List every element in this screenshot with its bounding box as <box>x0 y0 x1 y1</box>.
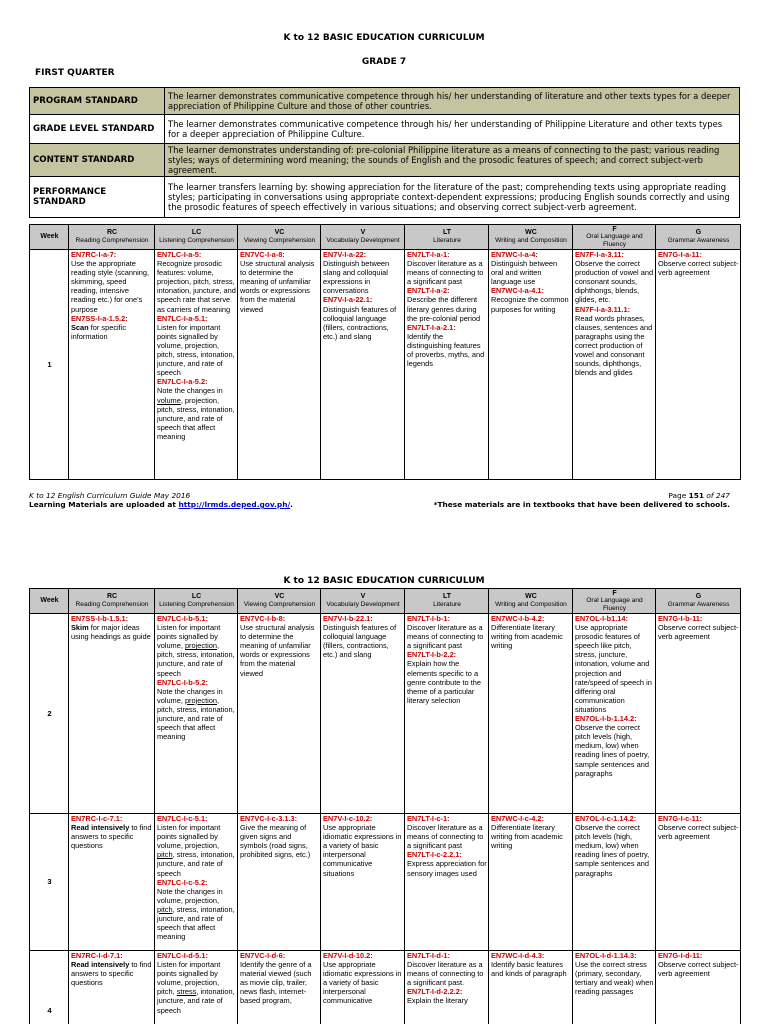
competency-entry <box>407 286 487 322</box>
lrmds-link[interactable]: http://lrmds.deped.gov.ph/ <box>178 500 291 509</box>
table-header-row <box>30 225 741 250</box>
competency-code: EN7LT-I-a-2: <box>407 286 450 296</box>
competency-code: EN7LC-I-b-5.2: <box>157 677 208 687</box>
competency-text: Observe the correct pitch levels (high, medium, low) when reading lines of poetry, sample sentences and paragraphs <box>575 723 650 778</box>
document-title: K to 12 BASIC EDUCATION CURRICULUM <box>283 33 485 43</box>
competency-text: Note the changes in volume, projection, <box>157 886 223 905</box>
v-cell <box>321 614 405 814</box>
table-row <box>30 250 741 480</box>
competency-entry <box>240 814 319 859</box>
emphasized-term: projection <box>184 695 217 705</box>
competency-text: Identify the genre of a material viewed (such as movie clip, trailer, news flash, internet-based program, <box>240 960 312 1006</box>
competency-code: EN7OL-I-d-1.14.3: <box>575 951 637 960</box>
competency-entry <box>575 951 654 996</box>
f-cell <box>573 250 656 480</box>
document-title: K to 12 BASIC EDUCATION CURRICULUM <box>283 576 485 586</box>
week-number: 4 <box>30 951 69 1024</box>
competency-text: Observe correct subject-verb agreement <box>658 960 739 979</box>
standard-text: The learner demonstrates understanding of: pre-colonial Philippine literature as a means of connecting to the past; various reading styles; ways of determining word meaning; the sounds of English and the prosodic features of speech; and correct subject-verb agreement. <box>165 144 740 177</box>
competency-text: Observe the correct pitch levels (high, medium, low) when reading lines of poetry, sample sentences and paragraphs <box>575 823 650 878</box>
competency-text: Distinguish features of colloquial language (fillers, contractions, etc.) and slang <box>323 623 397 660</box>
table-row <box>30 951 741 1024</box>
competency-entry <box>575 814 654 878</box>
competency-code: EN7LC-I-a-5.1: <box>157 313 208 323</box>
competency-entry <box>71 314 153 341</box>
competency-code: EN7G-I-a-11: <box>658 250 702 259</box>
lc-cell <box>155 951 238 1024</box>
competency-code: EN7SS-I-a-1.5.2: <box>71 313 128 323</box>
competency-code: EN7V-I-b-22.1: <box>323 614 373 623</box>
competency-text: , pitch, stress, intonation, juncture, and rate of speech that affect meaning <box>157 695 235 742</box>
competency-code: EN7G-I-c-11: <box>658 814 702 823</box>
competency-text: Identify the distinguishing features of proverbs, myths, and legends <box>407 331 485 369</box>
wc-cell <box>489 814 573 951</box>
v-cell <box>321 814 405 951</box>
competency-text: Identify basic features and kinds of paragraph <box>491 960 567 979</box>
emphasized-term: Scan <box>71 322 89 332</box>
competency-text: Use appropriate idiomatic expressions in a variety of basic interpersonal communicative <box>323 960 402 1006</box>
rc-cell <box>69 614 155 814</box>
competency-text: Use appropriate prosodic features of speech like pitch, stress, juncture, intonation, volume and projection and rate/speed of speech in differing oral communication situations <box>575 623 652 714</box>
competency-text: Recognize prosodic features: volume, projection, pitch, stress, intonation, juncture, and speech rate that serve as carriers of meaning <box>157 259 236 314</box>
wc-header: WC Writing and Composition <box>489 589 573 614</box>
rc-header: RC Reading Comprehension <box>69 225 155 250</box>
competency-entry <box>575 305 654 378</box>
competency-code: EN7VC-I-d-6: <box>240 951 286 960</box>
competency-entry <box>323 295 403 340</box>
materials-footer: Learning Materials are uploaded at http://lrmds.deped.gov.ph/. <box>29 500 293 509</box>
g-header: G Grammar Awareness <box>656 589 741 614</box>
competency-text: Note the changes in volume, <box>157 686 223 705</box>
standard-label: PROGRAM STANDARD <box>30 88 165 115</box>
competency-code: EN7OL-I-c-1.14.2: <box>575 814 637 823</box>
competency-text: , stress, intonation, juncture, and rate of speech that affect meaning <box>157 904 235 942</box>
competency-text: , pitch, stress, intonation, juncture, and rate of speech <box>157 641 235 678</box>
competency-code: EN7RC-I-a-7: <box>71 250 117 259</box>
lc-cell <box>155 814 238 951</box>
competency-entry <box>407 814 487 850</box>
guide-footer: K to 12 English Curriculum Guide May 2016 <box>29 491 191 500</box>
competency-entry <box>240 250 319 314</box>
competency-entry <box>323 614 403 659</box>
competency-text: Use the correct stress (primary, secondary, tertiary and weak) when reading passages <box>575 960 654 997</box>
competency-entry <box>157 951 236 1015</box>
competency-text: Read words phrases, clauses, sentences and paragraphs using the correct production of vowel and consonant sounds, diphthongs, blends and glides <box>575 313 653 378</box>
competency-entry <box>323 250 403 295</box>
f-cell <box>573 814 656 951</box>
competency-entry <box>491 250 571 286</box>
emphasized-term: Skim <box>71 623 89 633</box>
lt-header: LT Literature <box>405 589 489 614</box>
rc-cell <box>69 250 155 480</box>
rc-cell <box>69 814 155 951</box>
table-header-row <box>30 589 741 614</box>
competency-code: EN7WC-I-a-4: <box>491 250 538 259</box>
page-gap <box>0 540 768 568</box>
competency-code: EN7SS-I-b-1.5.1: <box>71 614 129 623</box>
emphasized-term: pitch <box>157 904 173 914</box>
competency-code: EN7WC-I-d-4.3: <box>491 951 545 960</box>
emphasized-term: pitch <box>157 850 173 860</box>
competency-entry <box>491 286 571 313</box>
rc-cell <box>69 951 155 1024</box>
competency-entry <box>157 377 236 441</box>
competency-code: EN7V-I-d-10.2: <box>323 951 373 960</box>
competency-code: EN7OL-I-b1.14: <box>575 614 628 623</box>
g-header: G Grammar Awareness <box>656 225 741 250</box>
competency-code: EN7LT-I-d-2.2.2: <box>407 987 463 997</box>
week-number: 2 <box>30 614 69 814</box>
competency-code: EN7VC-I-c-3.1.3: <box>240 814 298 823</box>
wc-cell <box>489 250 573 480</box>
competency-code: EN7LC-I-c-5.2: <box>157 877 208 887</box>
standard-row-content <box>30 144 740 177</box>
competency-text: Use the appropriate reading style (scanning, skimming, speed reading, intensive reading etc.) for one's purpose <box>71 259 150 314</box>
quarter-heading: FIRST QUARTER <box>35 68 115 78</box>
lt-cell <box>405 814 489 951</box>
competency-text: Describe the different literary genres during the pre-colonial period <box>407 295 481 323</box>
standard-label: GRADE LEVEL STANDARD <box>30 115 165 144</box>
standards-table <box>29 87 740 218</box>
standard-text: The learner transfers learning by: showing appreciation for the literature of the past; comprehending texts using appropriate reading styles; participating in conversations using appropriate context-dependent expressions; producing English sounds correctly and using the prosodic features of speech effectively in various situations; and observing correct subject-verb agreement. <box>165 177 740 218</box>
competency-code: EN7LC-I-c-5.1: <box>157 814 208 823</box>
competency-entry <box>407 987 487 1005</box>
g-cell <box>656 951 741 1024</box>
competency-code: EN7WC-I-a-4.1: <box>491 286 544 296</box>
v-cell <box>321 951 405 1024</box>
competency-code: EN7LC-I-b-5.1: <box>157 614 208 623</box>
competency-text: Listen for important points signalled by volume, <box>157 623 221 651</box>
competency-entry <box>658 614 739 641</box>
competency-text: , projection, pitch, stress, intonation, juncture, and rate of speech that affect meaning <box>157 395 235 441</box>
competency-entry <box>491 814 571 850</box>
standard-text: The learner demonstrates communicative competence through his/ her understanding of literature and other texts types for a deeper appreciation of Philippine Culture and those of other countries. <box>165 88 740 115</box>
competency-text: for major ideas using headings as guide <box>71 623 151 642</box>
competency-entry <box>71 250 153 314</box>
f-cell <box>573 614 656 814</box>
week-number: 1 <box>30 250 69 480</box>
competency-code: EN7LT-I-c-2.2.1: <box>407 850 462 860</box>
competency-text: Observe correct subject-verb agreement <box>658 259 739 278</box>
competency-code: EN7V-I-a-22.1: <box>323 295 373 305</box>
lt-header: LT Literature <box>405 225 489 250</box>
competency-text: Discover literature as a means of connecting to a significant past <box>407 623 484 651</box>
competency-text: Observe correct subject-verb agreement <box>658 823 739 842</box>
competency-entry <box>407 323 487 368</box>
vc-header: VC Viewing Comprehension <box>238 225 321 250</box>
vc-cell <box>238 814 321 951</box>
competency-entry <box>240 951 319 1006</box>
competency-code: EN7V-I-a-22: <box>323 250 367 259</box>
competency-text: Discover literature as a means of connecting to a significant past <box>407 259 484 287</box>
vc-header: VC Viewing Comprehension <box>238 589 321 614</box>
emphasized-term: stress <box>176 987 197 997</box>
competency-entry <box>157 678 236 742</box>
competency-text: Recognize the common purposes for writing <box>491 295 569 314</box>
competency-text: Listen for important points signalled by volume, projection, <box>157 823 221 851</box>
competency-text: Note the changes in <box>157 386 223 396</box>
competency-table-page-2 <box>29 588 741 1024</box>
competency-code: EN7LC-I-a-5.2: <box>157 377 208 387</box>
vc-cell <box>238 250 321 480</box>
competency-entry <box>407 951 487 987</box>
competency-entry <box>157 250 236 314</box>
competency-text: Explain how the elements specific to a genre contribute to the theme of a particular literary selection <box>407 659 481 705</box>
emphasized-term: Read intensively <box>71 960 130 970</box>
f-header: F Oral Language and Fluency <box>573 225 656 250</box>
competency-entry <box>240 614 319 678</box>
competency-code: EN7LT-I-c-1: <box>407 814 450 823</box>
standard-row-performance <box>30 177 740 218</box>
competency-code: EN7VC-I-a-8: <box>240 250 285 259</box>
competency-text: , intonation, juncture, and rate of speech <box>157 987 235 1015</box>
competency-text: Differentiate literary writing from academic writing <box>491 623 563 651</box>
competency-entry <box>157 614 236 678</box>
vc-cell <box>238 614 321 814</box>
rc-header: RC Reading Comprehension <box>69 589 155 614</box>
competency-code: EN7WC-I-b-4.2: <box>491 614 545 623</box>
competency-entry <box>323 951 403 1006</box>
competency-code: EN7LT-I-a-1: <box>407 250 450 259</box>
lt-cell <box>405 951 489 1024</box>
v-cell <box>321 250 405 480</box>
emphasized-term: Read intensively <box>71 823 130 833</box>
competency-text: Listen for important points signalled by volume, projection, pitch, <box>157 960 221 997</box>
competency-code: EN7G-I-d-11: <box>658 951 703 960</box>
competency-code: EN7LT-I-b-2.2: <box>407 650 457 660</box>
competency-code: EN7LT-I-d-1: <box>407 951 450 960</box>
lc-header: LC Listening Comprehension <box>155 589 238 614</box>
competency-code: EN7LC-I-a-5: <box>157 250 202 259</box>
standard-row-program <box>30 88 740 115</box>
competency-text: Explain the literary <box>407 996 468 1006</box>
g-cell <box>656 814 741 951</box>
competency-entry <box>323 814 403 878</box>
competency-code: EN7LT-I-a-2.1: <box>407 322 456 332</box>
competency-text: Distinguish features of colloquial language (fillers, contractions, etc.) and slang <box>323 304 397 341</box>
lc-cell <box>155 250 238 480</box>
competency-entry <box>157 878 236 942</box>
wc-cell <box>489 614 573 814</box>
competency-text: Discover literature as a means of connecting to a significant past. <box>407 960 484 988</box>
emphasized-term: volume <box>157 395 181 405</box>
competency-entry <box>71 951 153 987</box>
week-header: Week <box>30 225 69 250</box>
week-header: Week <box>30 589 69 614</box>
competency-entry <box>491 951 571 978</box>
standard-row-grade-level <box>30 115 740 144</box>
textbook-note: *These materials are in textbooks that have been delivered to schools. <box>433 500 730 509</box>
competency-entry <box>407 650 487 705</box>
competency-code: EN7F-I-a-3.11: <box>575 250 624 259</box>
g-cell <box>656 614 741 814</box>
vc-cell <box>238 951 321 1024</box>
competency-text: Express appreciation for sensory images used <box>407 859 487 878</box>
competency-entry <box>658 814 739 841</box>
competency-text: Use structural analysis to determine the meaning of unfamiliar words or expressions from the material viewed <box>240 623 315 678</box>
lc-cell <box>155 614 238 814</box>
week-number: 3 <box>30 814 69 951</box>
competency-entry <box>575 250 654 305</box>
competency-code: EN7RC-I-d-7.1: <box>71 951 123 960</box>
wc-header: WC Writing and Composition <box>489 225 573 250</box>
competency-text: Use structural analysis to determine the meaning of unfamiliar words or expressions from the material viewed <box>240 259 315 314</box>
competency-table-page-1 <box>29 224 741 480</box>
table-row <box>30 814 741 951</box>
competency-entry <box>407 614 487 650</box>
competency-entry <box>407 850 487 877</box>
standard-label: PERFORMANCE STANDARD <box>30 177 165 218</box>
competency-text: Use appropriate idiomatic expressions in a variety of basic interpersonal communicative situations <box>323 823 402 878</box>
competency-text: Discover literature as a means of connecting to a significant past <box>407 823 484 851</box>
competency-code: EN7LC-I-d-5.1: <box>157 951 208 960</box>
competency-code: EN7VC-I-b-8: <box>240 614 286 623</box>
competency-text: Distinguish between slang and colloquial expressions in conversations <box>323 259 390 296</box>
standard-text: The learner demonstrates communicative competence through his/ her understanding of Philippine Literature and other texts types for a deeper appreciation of Philippine Culture. <box>165 115 740 144</box>
competency-code: EN7V-I-c-10.2: <box>323 814 373 823</box>
table-row <box>30 614 741 814</box>
grade-heading: GRADE 7 <box>361 57 407 67</box>
competency-text: to find answers to specific questions <box>71 823 152 851</box>
competency-entry <box>157 814 236 878</box>
competency-entry <box>491 614 571 650</box>
curriculum-page-2 <box>0 568 768 1024</box>
competency-entry <box>575 614 654 714</box>
page-number: Page 151 of 247 <box>668 491 730 500</box>
competency-text: Observe correct subject-verb agreement <box>658 623 739 642</box>
f-cell <box>573 951 656 1024</box>
wc-cell <box>489 951 573 1024</box>
competency-code: EN7G-I-b-11: <box>658 614 703 623</box>
competency-text: , stress, intonation, juncture, and rate of speech <box>157 850 235 878</box>
competency-text: Distinguish between oral and written language use <box>491 259 558 287</box>
v-header: V Vocabulary Development <box>321 225 405 250</box>
competency-entry <box>157 314 236 378</box>
emphasized-term: projection <box>184 641 217 651</box>
competency-text: Observe the correct production of vowel and consonant sounds, diphthongs, blends, glides, etc. <box>575 259 654 305</box>
competency-text: for specific information <box>71 322 127 341</box>
lc-header: LC Listening Comprehension <box>155 225 238 250</box>
competency-code: EN7OL-I-b-1.14.2: <box>575 714 637 724</box>
competency-entry <box>658 951 739 978</box>
lt-cell <box>405 250 489 480</box>
competency-code: EN7WC-I-c-4.2: <box>491 814 544 823</box>
competency-text: Listen for important points signalled by volume, projection, pitch, stress, intonation, juncture, and rate of speech <box>157 322 235 378</box>
lt-cell <box>405 614 489 814</box>
competency-code: EN7RC-I-c-7.1: <box>71 814 123 823</box>
competency-text: Differentiate literary writing from academic writing <box>491 823 563 851</box>
competency-text: Give the meaning of given signs and symbols (road signs, prohibited signs, etc.) <box>240 823 311 860</box>
f-header: F Oral Language and Fluency <box>573 589 656 614</box>
g-cell <box>656 250 741 480</box>
competency-code: EN7F-I-a-3.11.1: <box>575 304 631 314</box>
competency-entry <box>71 614 153 641</box>
competency-entry <box>71 814 153 850</box>
standard-label: CONTENT STANDARD <box>30 144 165 177</box>
competency-entry <box>575 714 654 778</box>
competency-text: to find answers to specific questions <box>71 960 152 988</box>
competency-entry <box>407 250 487 286</box>
competency-code: EN7LT-I-b-1: <box>407 614 450 623</box>
competency-entry <box>658 250 739 277</box>
v-header: V Vocabulary Development <box>321 589 405 614</box>
